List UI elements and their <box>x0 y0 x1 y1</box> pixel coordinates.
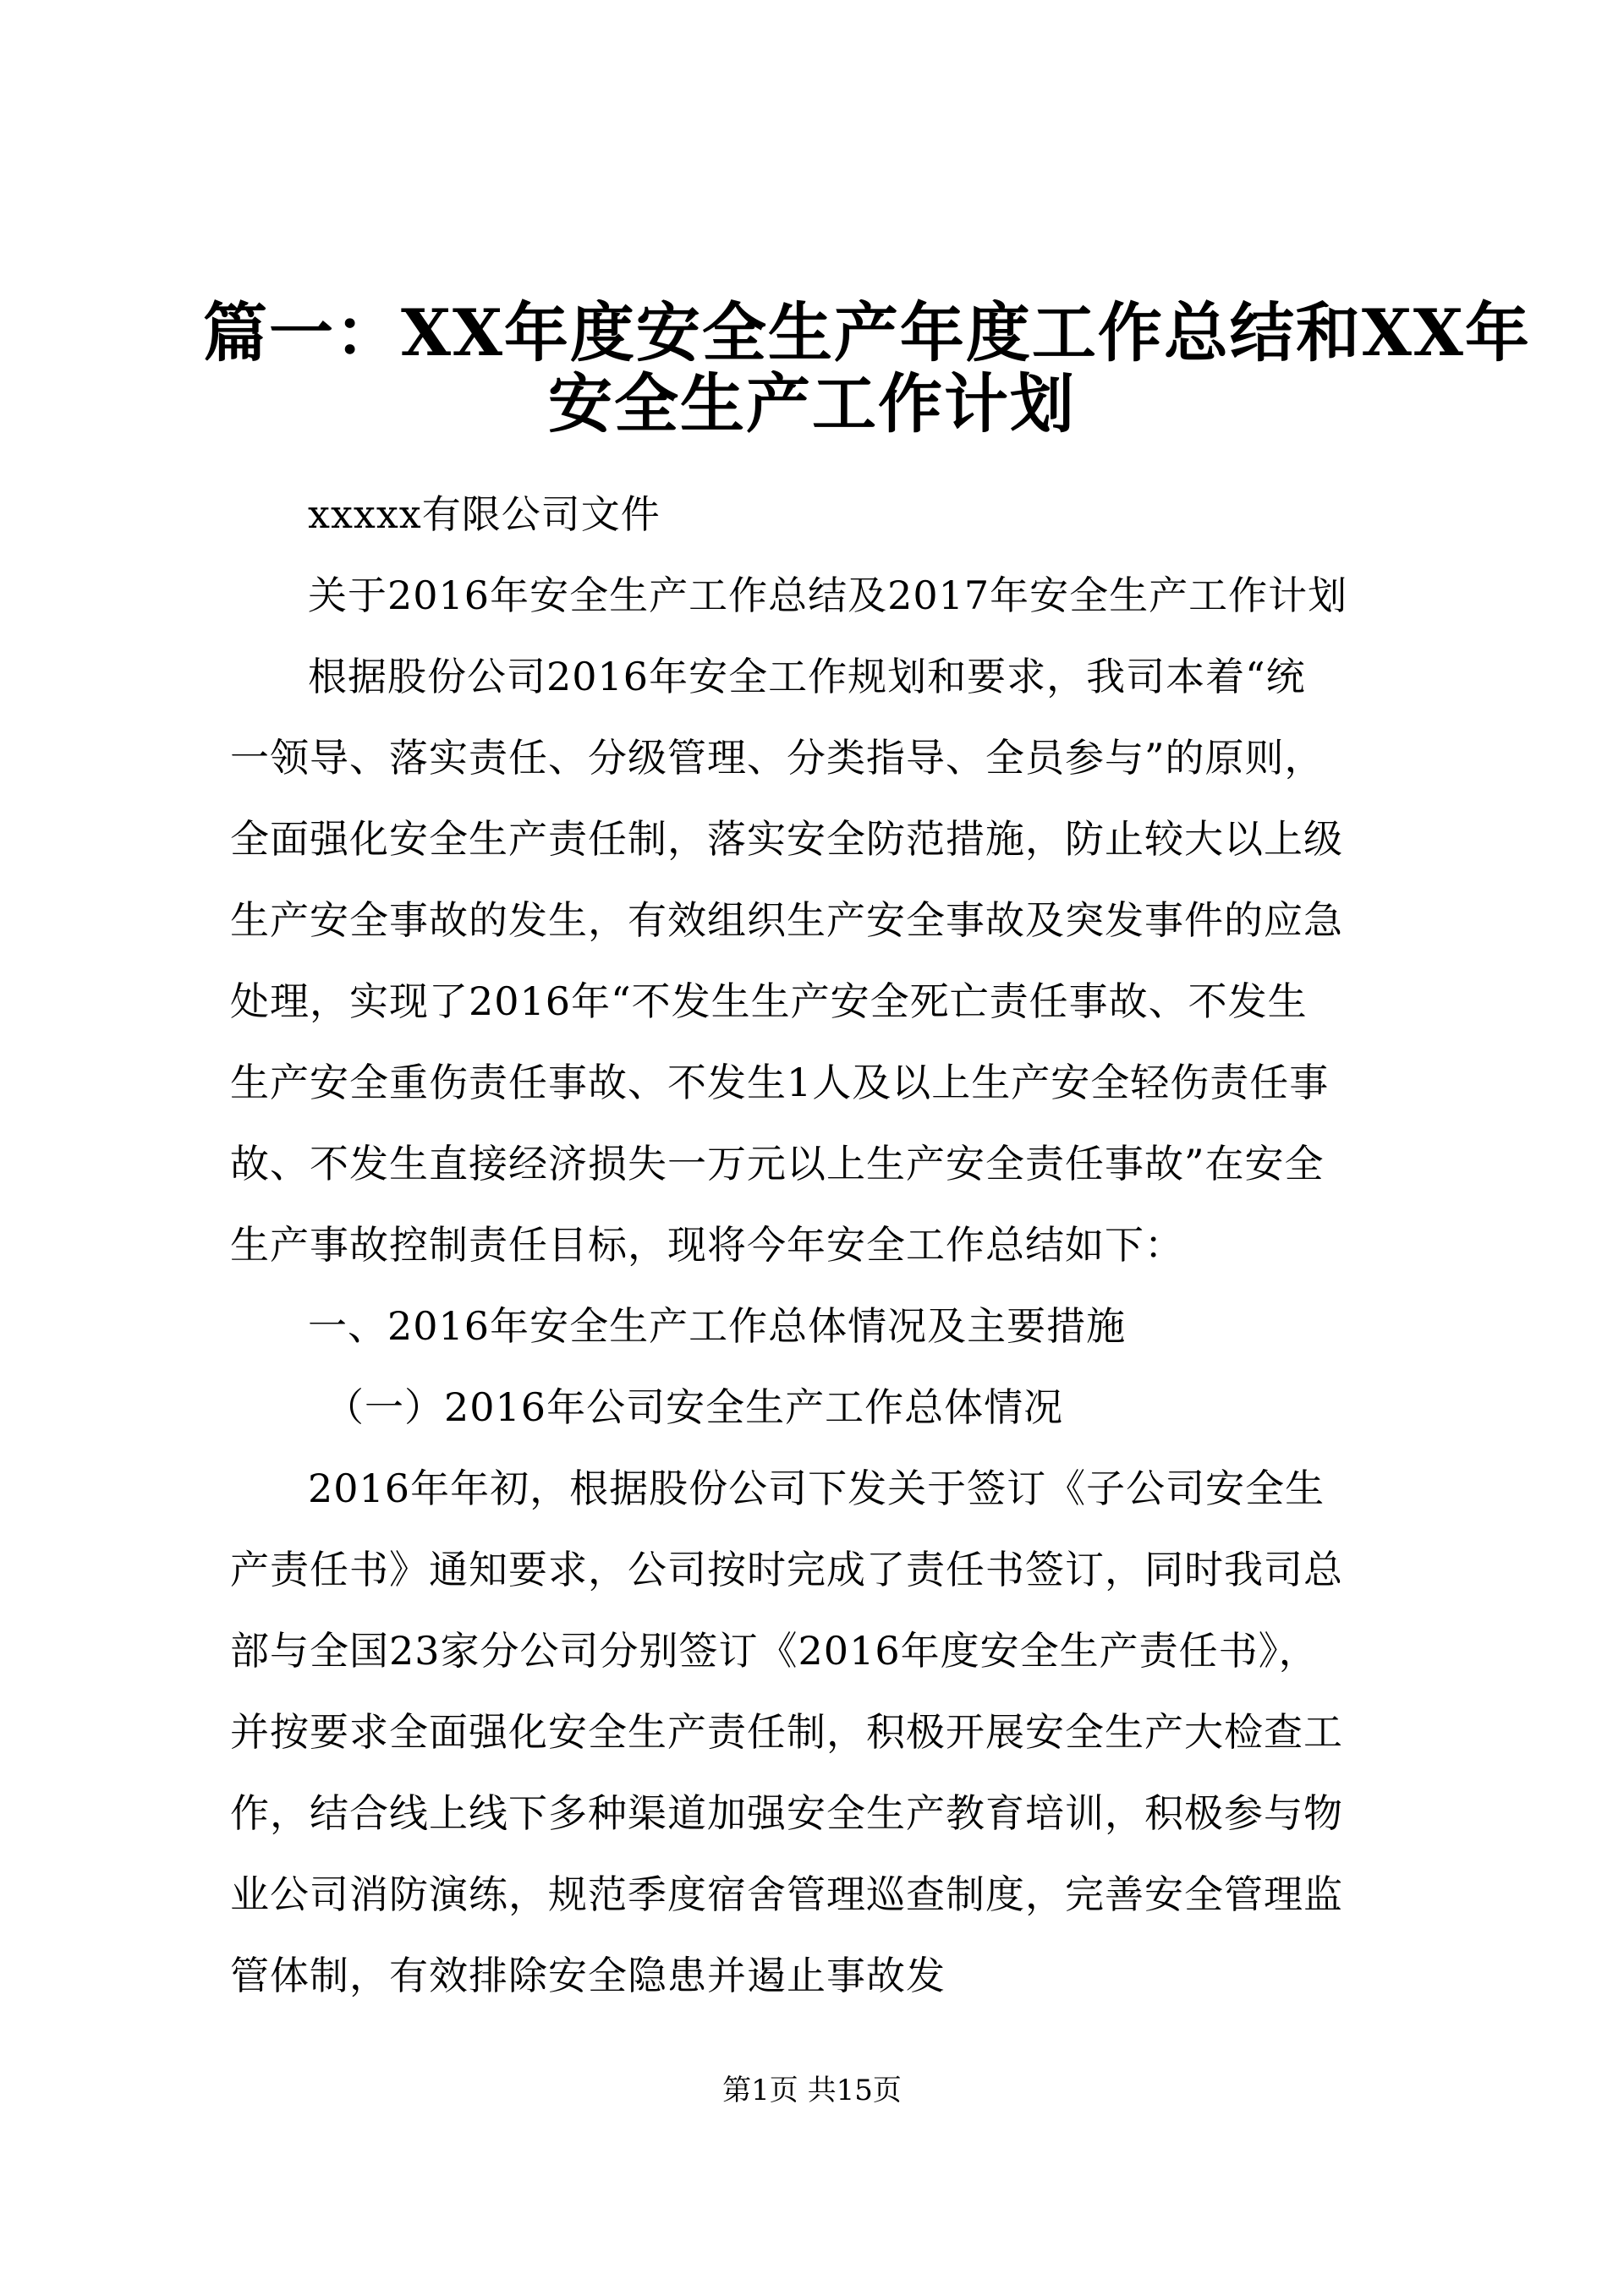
issuer-line: xxxxx有限公司文件 <box>308 491 661 537</box>
paragraph-line: 2016年年初，根据股份公司下发关于签订《子公司安全生 <box>308 1466 1325 1511</box>
paragraph-line: 故、不发生直接经济损失一万元以上生产安全责任事故”在安全 <box>230 1141 1325 1186</box>
page-number-footer: 第1页 共15页 <box>722 2074 902 2107</box>
paragraph-line: 产责任书》通知要求，公司按时完成了责任书签订，同时我司总 <box>230 1547 1343 1592</box>
paragraph-line: 生产事故控制责任目标，现将今年安全工作总结如下： <box>230 1222 1184 1268</box>
paragraph-line: 作，结合线上线下多种渠道加强安全生产教育培训，积极参与物 <box>230 1790 1343 1836</box>
subject-line: 关于2016年安全生产工作总结及2017年安全生产工作计划 <box>308 573 1348 618</box>
paragraph-line: 业公司消防演练，规范季度宿舍管理巡查制度，完善安全管理监 <box>230 1871 1343 1917</box>
paragraph-line: 一领导、落实责任、分级管理、分类指导、全员参与”的原则， <box>230 735 1325 781</box>
paragraph-line: 生产安全重伤责任事故、不发生1人及以上生产安全轻伤责任事 <box>230 1060 1330 1105</box>
paragraph-line: 全面强化安全生产责任制，落实安全防范措施，防止较大以上级 <box>230 816 1343 862</box>
document-title-line-1: 篇一：XX年度安全生产年度工作总结和XX年 <box>203 295 1531 370</box>
document-body <box>230 474 1431 2016</box>
document-title-line-2: 安全生产工作计划 <box>548 366 1076 441</box>
paragraph-line: 并按要求全面强化安全生产责任制，积极开展安全生产大检查工 <box>230 1709 1343 1755</box>
section-heading: 一、2016年安全生产工作总体情况及主要措施 <box>308 1303 1127 1349</box>
paragraph-line: 管体制，有效排除安全隐患并遏止事故发 <box>230 1953 946 1998</box>
paragraph-line: 根据股份公司2016年安全工作规划和要求，我司本着“统 <box>308 654 1306 699</box>
paragraph-line: 部与全国23家分公司分别签订《2016年度安全生产责任书》， <box>230 1628 1319 1674</box>
subsection-heading: （一）2016年公司安全生产工作总体情况 <box>325 1384 1064 1430</box>
paragraph-line: 生产安全事故的发生，有效组织生产安全事故及突发事件的应急 <box>230 897 1343 943</box>
paragraph-line: 处理，实现了2016年“不发生生产安全死亡责任事故、不发生 <box>230 978 1308 1024</box>
